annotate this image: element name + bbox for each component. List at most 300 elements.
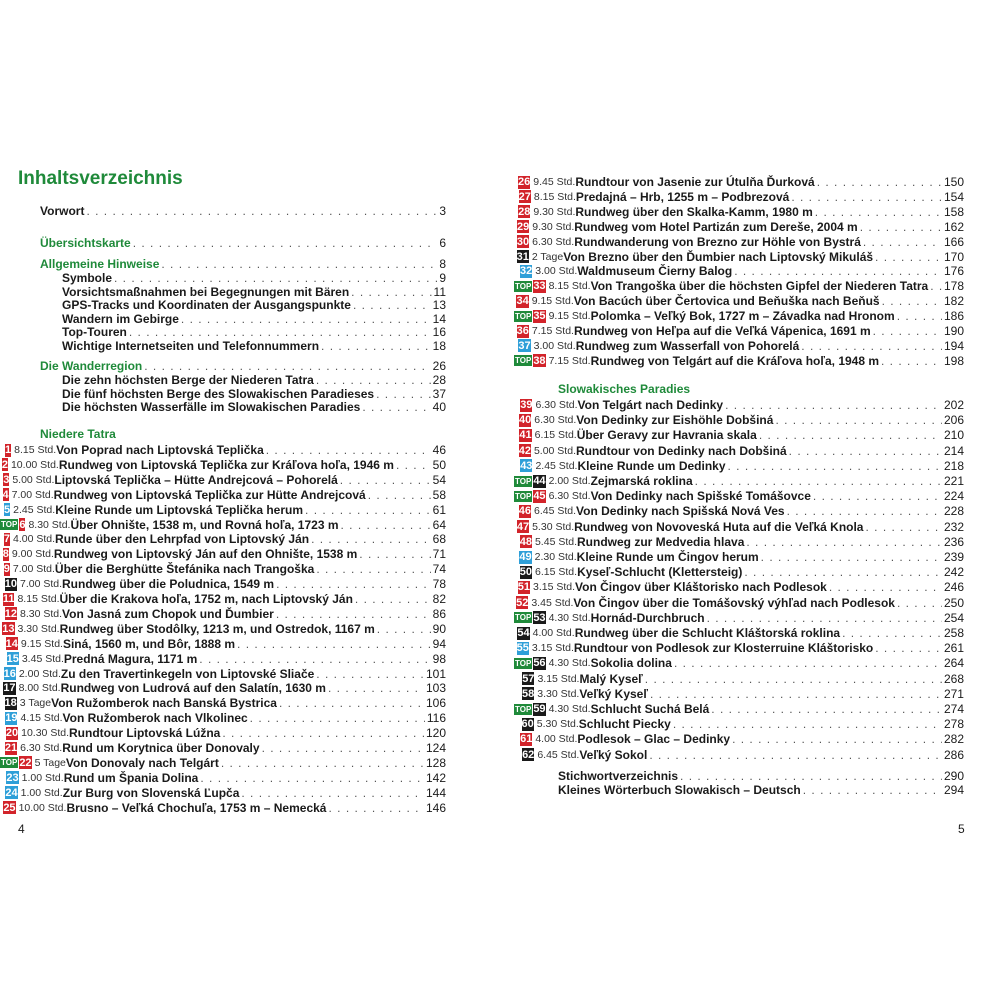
tour-duration: 6.30 Std. xyxy=(20,742,63,754)
tour-number-badge: 39 xyxy=(520,399,533,411)
tour-page: 232 xyxy=(943,519,964,534)
tour-entry[interactable] xyxy=(514,354,964,368)
top-badge-slot xyxy=(0,667,3,680)
entry-label: Wandern im Gebirge xyxy=(62,311,179,326)
tour-name: Über Geravy zur Havrania skala xyxy=(576,428,757,443)
top-badge-slot xyxy=(514,190,518,203)
tour-number-badge: 5 xyxy=(4,503,11,516)
top-badge-slot xyxy=(514,611,532,624)
tour-number-badge: 25 xyxy=(3,801,16,814)
tour-page: 218 xyxy=(943,458,964,473)
tour-entry[interactable] xyxy=(514,748,964,762)
top-badge-slot xyxy=(0,801,2,814)
tour-name: Rundtour von Jasenie zur Útulňa Ďurková xyxy=(575,175,815,189)
tour-duration: 6.30 Std. xyxy=(535,399,578,411)
tour-page: 228 xyxy=(943,504,964,519)
top-badge-slot xyxy=(514,581,517,594)
tour-page: 68 xyxy=(432,532,446,547)
page-number: 4 xyxy=(18,822,25,836)
tour-number-badge: 51 xyxy=(517,581,530,594)
top-badge-slot xyxy=(514,627,516,640)
tour-entry[interactable] xyxy=(514,294,964,308)
entry-page: 37 xyxy=(432,386,446,401)
region-label-slowakisches-paradies: Slowakisches Paradies xyxy=(558,382,691,396)
tour-number-badge: 47 xyxy=(516,520,530,533)
tour-name: Liptovská Teplička – Hütte Andrejcová – Pohorelá xyxy=(54,472,338,487)
tour-duration: 9.30 Std. xyxy=(532,220,575,233)
tour-number-badge: 56 xyxy=(533,657,546,670)
tour-name: Von Brezno über den Ďumbier nach Liptovský Mikuláš xyxy=(563,249,874,264)
tour-duration: 5.00 Std. xyxy=(533,444,576,457)
tour-entry[interactable] xyxy=(514,175,964,189)
tour-name: Rundweg von Novoveská Huta auf die Veľká Knola xyxy=(574,519,864,534)
tour-name: Schlucht Suchá Belá xyxy=(590,702,710,716)
tour-page: 106 xyxy=(425,696,446,711)
top-badge-slot xyxy=(0,652,6,665)
tour-page: 116 xyxy=(426,711,446,726)
top-badge-slot xyxy=(0,548,2,561)
tour-page: 210 xyxy=(943,428,964,443)
tour-duration: 4.15 Std. xyxy=(20,712,63,725)
toc-subentry[interactable] xyxy=(62,298,446,312)
tour-duration: 4.30 Std. xyxy=(548,657,591,670)
tour-number-badge: 36 xyxy=(516,325,529,337)
tour-duration: 6.30 Std. xyxy=(532,235,575,248)
tour-page: 61 xyxy=(432,502,446,517)
tour-entry[interactable] xyxy=(514,687,964,701)
tour-entry[interactable] xyxy=(514,324,964,338)
tour-entry[interactable] xyxy=(514,717,964,731)
tour-page: 282 xyxy=(943,732,964,747)
toc-entry-vorwort[interactable] xyxy=(40,204,446,218)
tour-name: Kyseľ-Schlucht (Klettersteig) xyxy=(577,565,743,580)
tour-entry[interactable] xyxy=(514,626,964,640)
tour-entry[interactable] xyxy=(514,732,964,746)
tour-entry[interactable] xyxy=(514,220,964,234)
tour-entry[interactable] xyxy=(514,444,964,458)
tour-page: 246 xyxy=(943,580,964,595)
tour-duration: 3.00 Std. xyxy=(533,339,576,352)
tour-name: Rundweg von Heľpa auf die Veľká Vápenica, 1691 m xyxy=(573,324,871,338)
tour-number-badge: 50 xyxy=(519,566,533,579)
tour-duration: 8.00 Std. xyxy=(18,682,61,695)
entry-label: Wichtige Internetseiten und Telefonnummern xyxy=(62,338,320,353)
tour-page: 286 xyxy=(943,747,964,762)
top-badge-slot xyxy=(514,459,519,472)
tour-number-badge: 11 xyxy=(2,593,15,605)
tour-entry[interactable] xyxy=(0,488,446,502)
tour-name: Von Čingov über Kláštorisko nach Podlesok xyxy=(575,580,827,595)
tour-duration: 3.00 Std. xyxy=(535,265,578,278)
tour-number-badge: 7 xyxy=(3,533,11,546)
tour-page: 103 xyxy=(425,681,446,696)
entry-label: GPS-Tracks und Koordinaten der Ausgangspunkte xyxy=(62,298,351,312)
top-badge-slot xyxy=(0,786,4,799)
tour-entry[interactable] xyxy=(0,726,446,740)
tour-name: Runde über den Lehrpfad von Liptovský Ján xyxy=(55,532,310,547)
tour-number-badge: 37 xyxy=(518,339,531,352)
tour-duration: 7.00 Std. xyxy=(12,563,55,576)
top-badge: TOP xyxy=(1,520,18,529)
toc-subentry[interactable] xyxy=(62,312,446,326)
tour-number-badge: 55 xyxy=(516,642,529,655)
tour-entry[interactable] xyxy=(0,547,446,561)
toc-section-allgemeine[interactable] xyxy=(40,257,446,271)
entry-label: Kleines Wörterbuch Slowakisch – Deutsch xyxy=(558,783,801,797)
page-number: 5 xyxy=(958,822,965,836)
top-badge-slot xyxy=(0,697,4,710)
top-badge: TOP xyxy=(515,704,532,714)
tour-entry[interactable] xyxy=(514,672,964,686)
tour-number-badge: 21 xyxy=(4,742,18,754)
top-badge-slot xyxy=(514,672,521,685)
top-badge-slot xyxy=(514,235,516,248)
tour-entry[interactable] xyxy=(514,339,964,353)
toc-entry-uebersichtskarte[interactable] xyxy=(40,236,446,250)
top-badge-slot xyxy=(0,756,18,769)
tour-entry[interactable] xyxy=(514,250,964,264)
tour-page: 82 xyxy=(432,592,446,606)
tour-page: 98 xyxy=(432,651,446,666)
tour-number-badge: 19 xyxy=(5,712,18,725)
tour-name: Brusno – Veľká Chochuľa, 1753 m – Nemecká xyxy=(66,800,327,815)
toc-subentry[interactable] xyxy=(62,339,446,353)
entry-page: 26 xyxy=(432,359,446,373)
tour-entry[interactable] xyxy=(0,667,446,681)
tour-entry[interactable] xyxy=(0,696,446,710)
tour-page: 86 xyxy=(432,606,446,621)
tour-entry[interactable] xyxy=(0,473,446,487)
toc-entry-stichwortverzeichnis[interactable] xyxy=(558,769,964,783)
entry-page: 11 xyxy=(433,284,446,299)
tour-number-badge: 57 xyxy=(522,672,535,685)
tour-number-badge: 3 xyxy=(3,473,10,486)
top-badge-slot xyxy=(514,295,515,308)
tour-number-badge: 26 xyxy=(518,176,531,188)
toc-subentry[interactable] xyxy=(62,285,446,299)
tour-number-badge: 29 xyxy=(516,220,530,233)
tour-number-badge: 24 xyxy=(5,786,18,799)
tour-duration: 5.30 Std. xyxy=(536,718,579,731)
toc-section-wanderregion[interactable] xyxy=(40,359,446,373)
tour-number-badge: 62 xyxy=(522,748,535,761)
entry-label: Die höchsten Wasserfälle im Slowakischen Paradies xyxy=(62,400,361,414)
toc-subentry[interactable] xyxy=(62,373,446,387)
tour-page: 166 xyxy=(943,234,964,249)
tour-entry[interactable] xyxy=(0,503,446,517)
tour-name: Schlucht Piecky xyxy=(578,717,671,732)
tour-entry[interactable] xyxy=(514,413,964,427)
tour-duration: 9.00 Std. xyxy=(11,548,54,561)
tour-entry[interactable] xyxy=(0,592,446,606)
tour-page: 146 xyxy=(425,800,446,815)
tour-entry[interactable] xyxy=(514,264,964,278)
tour-name: Rundtour von Podlesok zur Klosterruine Kláštorisko xyxy=(573,641,874,656)
top-badge: TOP xyxy=(515,476,532,486)
tour-page: 250 xyxy=(943,595,964,610)
tour-number-badge: 32 xyxy=(520,265,533,278)
tour-name: Von Jasná zum Chopok und Ďumbier xyxy=(62,606,274,621)
top-badge-slot xyxy=(0,503,3,516)
tour-page: 194 xyxy=(943,338,964,353)
tour-page: 78 xyxy=(432,577,446,592)
tour-number-badge: 23 xyxy=(6,771,19,784)
tour-duration: 8.30 Std. xyxy=(19,607,63,620)
tour-duration: 2.30 Std. xyxy=(534,551,577,563)
tour-entry[interactable] xyxy=(514,190,964,204)
tour-entry[interactable] xyxy=(514,459,964,473)
tour-number-badge: 35 xyxy=(533,310,546,323)
tour-duration: 7.00 Std. xyxy=(11,488,54,501)
tour-duration: 3.30 Std. xyxy=(17,622,60,635)
tour-page: 186 xyxy=(943,309,964,324)
entry-page: 14 xyxy=(432,311,446,326)
tour-entry[interactable] xyxy=(0,562,446,576)
tour-page: 182 xyxy=(943,294,964,309)
tour-page: 50 xyxy=(432,457,446,472)
tour-entry[interactable] xyxy=(514,474,964,488)
tour-entry[interactable] xyxy=(0,786,446,800)
tour-page: 142 xyxy=(425,770,446,785)
tour-name: Veľký Kyseľ xyxy=(579,686,648,701)
toc-subentry[interactable] xyxy=(62,387,446,401)
tour-page: 58 xyxy=(432,487,446,502)
tour-page: 221 xyxy=(943,474,964,488)
tour-page: 271 xyxy=(943,686,964,701)
top-badge-slot xyxy=(514,250,516,263)
top-badge-slot xyxy=(514,505,518,518)
top-badge-slot xyxy=(0,563,3,576)
tour-duration: 3.45 Std. xyxy=(531,596,574,609)
tour-page: 120 xyxy=(425,726,446,741)
tour-page: 150 xyxy=(943,175,964,189)
tour-page: 236 xyxy=(943,534,964,549)
tour-entry[interactable] xyxy=(514,535,964,549)
tour-entry[interactable] xyxy=(0,637,446,651)
tour-duration: 2.45 Std. xyxy=(13,503,56,516)
tour-entry[interactable] xyxy=(0,622,446,636)
tour-duration: 8.15 Std. xyxy=(548,280,591,293)
tour-name: Predajná – Hrb, 1255 m – Podbrezová xyxy=(575,189,790,204)
entry-page: 28 xyxy=(432,373,446,387)
top-badge-slot xyxy=(514,657,532,670)
tour-page: 64 xyxy=(432,517,446,532)
entry-label: Top-Touren xyxy=(62,325,127,339)
tour-entry[interactable] xyxy=(0,681,446,695)
tour-name: Rundweg über die Poludnica, 1549 m xyxy=(62,577,275,592)
tour-entry[interactable] xyxy=(514,596,964,610)
tour-duration: 8.15 Std. xyxy=(14,444,57,456)
top-badge-slot xyxy=(0,637,5,650)
tour-name: Von Dedinky zur Eishöhle Dobšiná xyxy=(576,413,774,428)
top-badge-slot xyxy=(514,339,517,352)
tour-page: 46 xyxy=(432,443,446,457)
top-badge-slot xyxy=(0,533,3,546)
tour-number-badge: 49 xyxy=(519,551,532,563)
tour-name: Rundweg über Stodôlky, 1213 m, und Ostredok, 1167 m xyxy=(59,621,375,636)
tour-duration: 6.15 Std. xyxy=(534,429,577,442)
tour-number-badge: 2 xyxy=(1,458,8,471)
tour-name: Kleine Runde um Liptovská Teplička herum xyxy=(55,502,304,517)
top-badge-slot xyxy=(0,712,4,725)
tour-duration: 8.30 Std. xyxy=(28,518,71,531)
tour-page: 214 xyxy=(943,443,964,458)
top-badge-slot xyxy=(514,687,521,700)
toc-subentry[interactable] xyxy=(62,400,446,414)
top-badge-slot xyxy=(514,220,516,233)
tour-name: Rundweg von Telgárt auf die Kráľova hoľa, 1948 m xyxy=(590,353,880,368)
tour-number-badge: 61 xyxy=(520,733,533,746)
tour-duration: 6.45 Std. xyxy=(537,748,580,761)
toc-subentry[interactable] xyxy=(62,325,446,339)
tour-entry[interactable] xyxy=(0,518,446,532)
tour-page: 274 xyxy=(943,702,964,716)
tour-name: Von Ružomberok nach Banská Bystrica xyxy=(51,696,277,711)
tour-name: Rundweg zum Wasserfall von Pohorelá xyxy=(575,338,800,353)
tour-page: 101 xyxy=(425,666,446,681)
tour-duration: 10.30 Std. xyxy=(21,727,69,740)
tour-duration: 10.00 Std. xyxy=(18,801,67,814)
top-badge-slot xyxy=(0,622,1,635)
tour-duration: 5 Tage xyxy=(34,756,66,769)
top-badge-slot xyxy=(0,458,1,471)
top-badge-slot xyxy=(0,771,5,784)
top-badge-slot xyxy=(514,354,532,367)
tour-name: Rundweg über die Schlucht Kláštorská roklina xyxy=(574,626,841,640)
tour-page: 242 xyxy=(943,565,964,580)
tour-number-badge: 42 xyxy=(518,444,531,457)
top-badge-slot xyxy=(514,325,516,338)
tour-entry[interactable] xyxy=(514,279,964,293)
tour-entry[interactable] xyxy=(514,428,964,442)
tour-name: Zur Burg von Slovenská Ľupča xyxy=(62,785,240,800)
tour-duration: 2.00 Std. xyxy=(548,475,591,487)
top-badge-slot xyxy=(514,414,518,427)
tour-entry[interactable] xyxy=(0,458,446,472)
tour-entry[interactable] xyxy=(514,504,964,518)
tour-entry[interactable] xyxy=(0,607,446,621)
top-badge-slot xyxy=(514,265,519,278)
top-badge-slot xyxy=(514,718,521,731)
tour-number-badge: 58 xyxy=(522,687,535,700)
top-badge-slot xyxy=(514,490,532,503)
tour-entry[interactable] xyxy=(514,611,964,625)
tour-entry[interactable] xyxy=(0,801,446,815)
tour-duration: 7.15 Std. xyxy=(531,325,574,337)
tour-entry[interactable] xyxy=(514,580,964,594)
tour-entry[interactable] xyxy=(0,532,446,546)
tour-entry[interactable] xyxy=(514,702,964,716)
tour-name: Über die Berghütte Štefánika nach Trangoška xyxy=(54,562,315,577)
entry-label: Stichwortverzeichnis xyxy=(558,769,679,783)
tour-number-badge: 13 xyxy=(2,622,15,635)
tour-entry[interactable] xyxy=(514,641,964,655)
tour-duration: 10.00 Std. xyxy=(10,458,59,471)
tour-name: Rund um Špania Dolina xyxy=(63,770,199,785)
top-badge-slot xyxy=(0,742,4,755)
tour-page: 224 xyxy=(943,489,964,504)
tour-entry[interactable] xyxy=(514,489,964,503)
toc-subentry[interactable] xyxy=(62,271,446,285)
tour-entry[interactable] xyxy=(0,443,446,457)
tour-page: 94 xyxy=(432,636,446,651)
tour-name: Podlesok – Glac – Dedinky xyxy=(577,732,731,747)
toc-entry-woerterbuch[interactable] xyxy=(558,783,964,797)
tour-entry[interactable] xyxy=(514,309,964,323)
top-badge-slot xyxy=(514,310,532,323)
top-badge-slot xyxy=(514,280,532,293)
tour-number-badge: 48 xyxy=(519,535,532,548)
tour-name: Siná, 1560 m, und Bôr, 1888 m xyxy=(62,636,236,651)
tour-number-badge: 30 xyxy=(516,235,530,248)
tour-number-badge: 52 xyxy=(516,596,529,609)
tour-page: 176 xyxy=(943,264,964,279)
tour-number-badge: 18 xyxy=(4,697,17,710)
tour-name: Über die Krakova hoľa, 1752 m, nach Liptovský Ján xyxy=(59,592,353,606)
tour-entry[interactable] xyxy=(514,565,964,579)
tour-entry[interactable] xyxy=(0,756,446,770)
tour-duration: 8.15 Std. xyxy=(17,593,60,605)
top-badge-slot xyxy=(0,607,4,620)
tour-name: Von Donovaly nach Telgárt xyxy=(65,755,219,770)
tour-duration: 4.30 Std. xyxy=(548,703,591,715)
entry-label: Übersichtskarte xyxy=(40,236,131,250)
tour-duration: 7.15 Std. xyxy=(548,354,591,367)
tour-duration: 1.00 Std. xyxy=(21,771,64,784)
tour-number-badge: 53 xyxy=(533,611,546,624)
tour-number-badge: 9 xyxy=(3,563,10,576)
top-badge-slot xyxy=(514,205,517,218)
tour-entry[interactable] xyxy=(514,235,964,249)
tour-name: Rund um Korytnica über Donovaly xyxy=(62,741,260,755)
tour-name: Kleine Runde um Dedinky xyxy=(577,458,726,473)
tour-duration: 3.15 Std. xyxy=(532,581,576,594)
top-badge-slot xyxy=(514,551,518,564)
tour-entry[interactable] xyxy=(0,652,446,666)
tour-duration: 4.00 Std. xyxy=(532,627,575,639)
entry-page: 13 xyxy=(432,298,446,312)
top-badge-slot xyxy=(0,578,4,591)
tour-page: 268 xyxy=(943,671,964,686)
top-badge-slot xyxy=(0,593,2,606)
top-badge-slot xyxy=(514,596,515,609)
tour-name: Rundwanderung von Brezno zur Höhle von Bystrá xyxy=(574,234,861,249)
tour-duration: 6.30 Std. xyxy=(548,490,591,503)
entry-page: 294 xyxy=(943,783,964,797)
tour-page: 170 xyxy=(943,249,964,264)
entry-label: Die fünf höchsten Berge des Slowakischen Paradieses xyxy=(62,386,375,401)
tour-entry[interactable] xyxy=(0,711,446,725)
entry-label: Vorwort xyxy=(40,204,85,218)
top-badge-slot xyxy=(514,176,517,189)
tour-entry[interactable] xyxy=(0,741,446,755)
tour-number-badge: 8 xyxy=(2,548,9,561)
tour-number-badge: 40 xyxy=(519,414,532,427)
tour-entry[interactable] xyxy=(514,520,964,534)
tour-number-badge: 28 xyxy=(518,205,531,218)
tour-name: Veľký Sokol xyxy=(579,747,648,762)
tour-entry[interactable] xyxy=(0,577,446,591)
tour-entry[interactable] xyxy=(0,771,446,785)
tour-entry[interactable] xyxy=(514,550,964,564)
top-badge-slot xyxy=(514,444,518,457)
tour-duration: 7.00 Std. xyxy=(19,578,63,591)
tour-entry[interactable] xyxy=(514,398,964,412)
tour-number-badge: 6 xyxy=(19,518,26,531)
tour-name: Kleine Runde um Čingov herum xyxy=(576,550,759,564)
tour-entry[interactable] xyxy=(514,205,964,219)
tour-entry[interactable] xyxy=(514,656,964,670)
